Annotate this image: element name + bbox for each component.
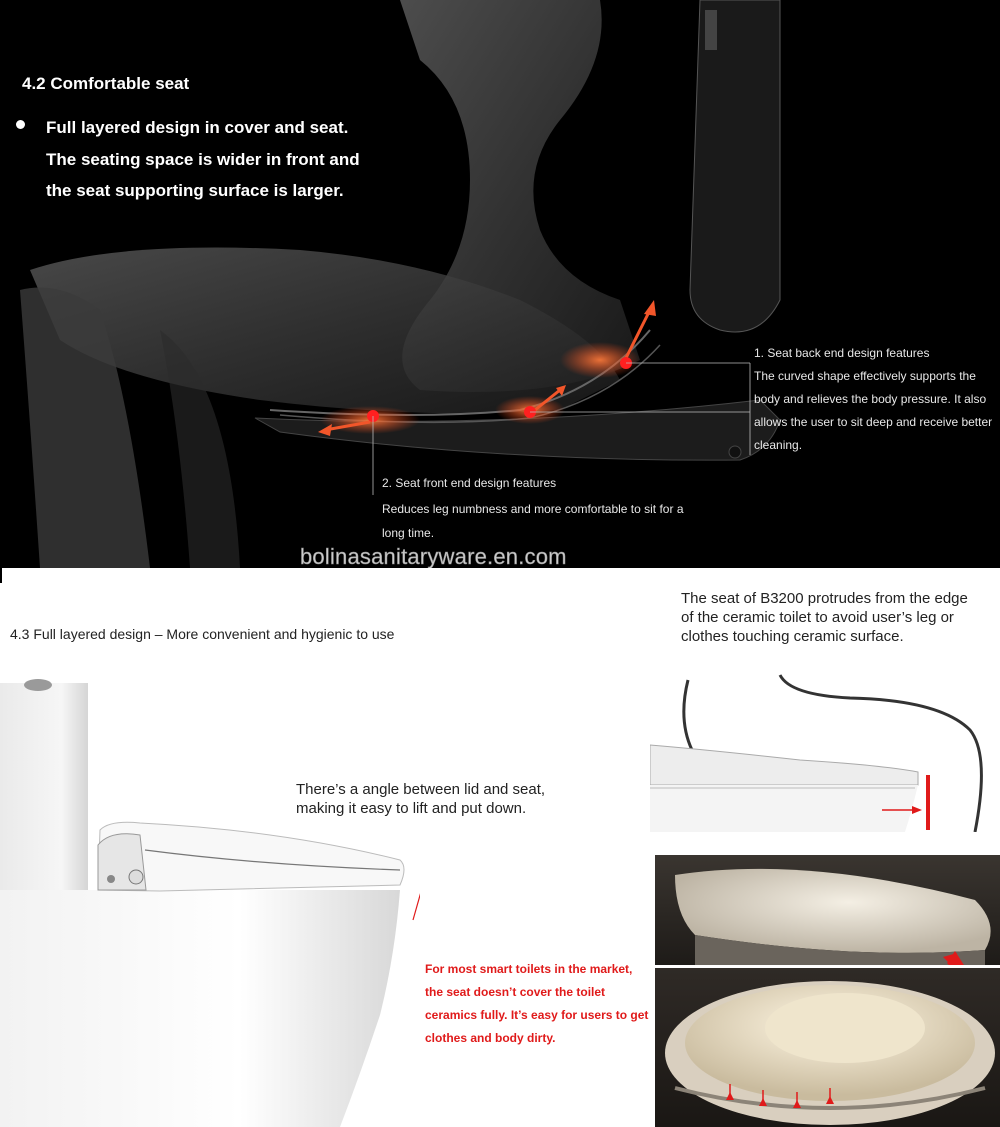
seat-top-image [655,968,1000,1127]
front-end-title: 2. Seat front end design features [382,476,557,490]
front-end-text: Reduces leg numbness and more comfortable to sit for a long time. [382,502,684,540]
divider [0,568,2,583]
section-bullet-text: Full layered design in cover and seat. The seating space is wider in front and the seat supporting surface is larger. [46,118,360,200]
front-end-annotation [382,471,692,545]
seat-closeup-image [655,855,1000,965]
section-title: 4.2 Comfortable seat [22,74,190,93]
market-note: For most smart toilets in the market, the seat doesn’t cover the toilet ceramics fully. It’s easy for users to get clothes and body dirty. [425,962,649,1045]
section-title-43: 4.3 Full layered design – More convenient and hygienic to use [10,626,395,642]
bullet-dot [16,120,25,129]
back-end-annotation [754,342,999,457]
protrude-note: The seat of B3200 protrudes from the edge of the ceramic toilet to avoid user’s leg or clothes touching ceramic surface. [681,590,968,645]
watermark: bolinasanitaryware.en.com [300,544,567,568]
seat-profile-image [650,660,1000,832]
toilet-side-illustration [0,655,420,1127]
angle-note: There’s a angle between lid and seat, making it easy to lift and put down. [296,781,546,817]
back-end-title: 1. Seat back end design features [754,346,930,360]
back-end-text: The curved shape effectively supports the body and relieves the body pressure. It also allows the user to sit deep and receive better cleaning. [754,369,993,452]
